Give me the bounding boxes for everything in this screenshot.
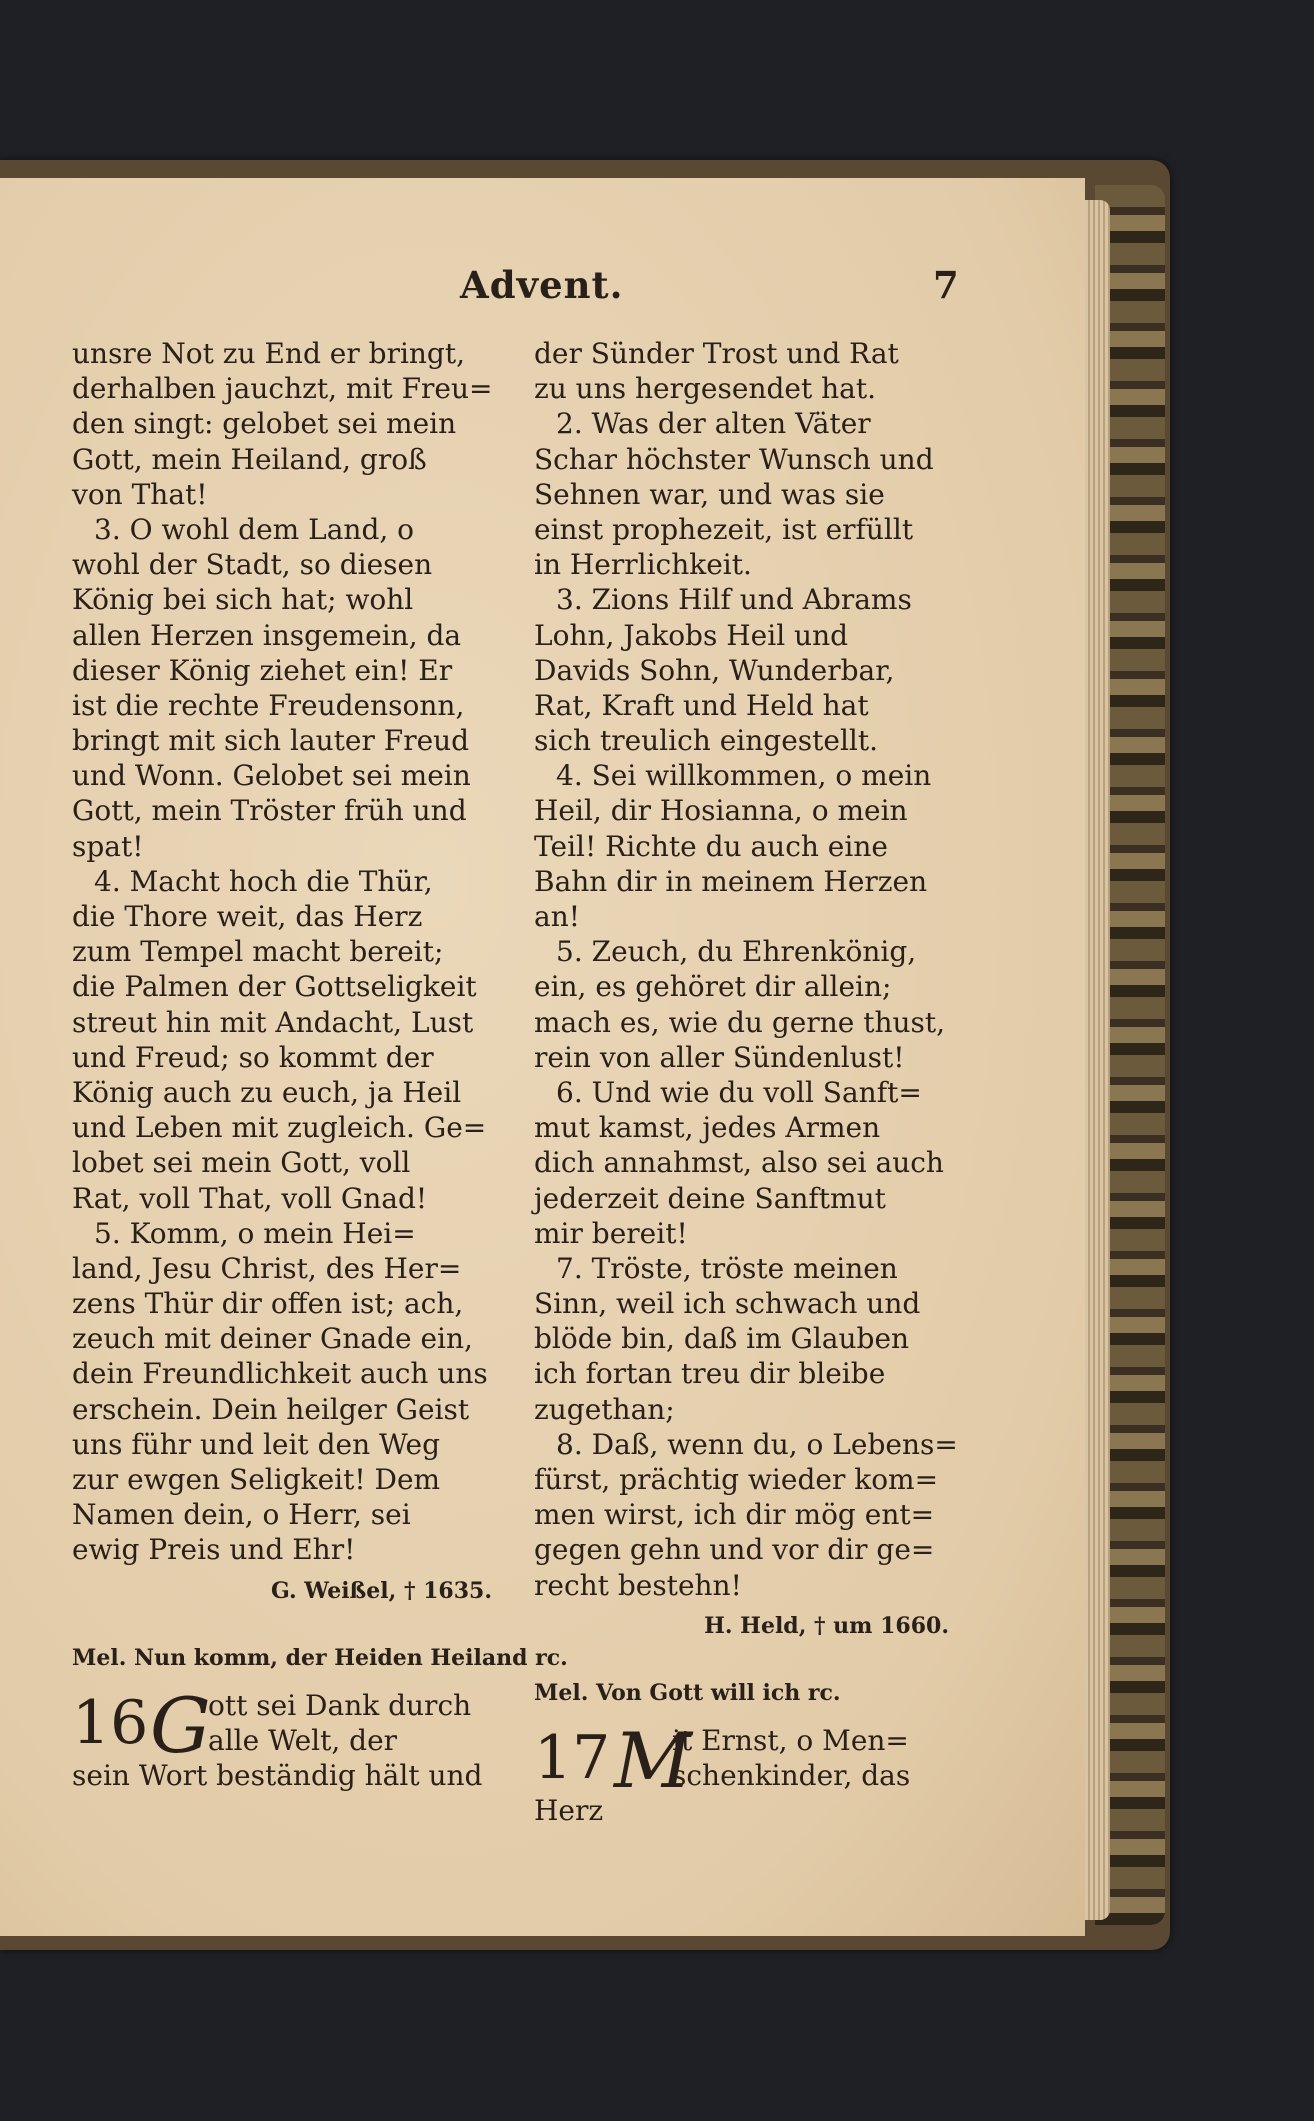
verse-line: derhalben jauchzt, mit Freu= [72, 372, 493, 406]
verse-line: Lohn, Jakobs Heil und [534, 618, 849, 652]
verse-line: Sehnen war, und was sie [534, 477, 885, 511]
right-column [534, 336, 959, 1829]
verse-line: sich treulich eingestellt. [534, 724, 879, 758]
verse-line: erschein. Dein heilger Geist [72, 1392, 470, 1426]
verse-line: Rat, voll That, voll Gnad! [72, 1181, 428, 1215]
verse-line: von That! [72, 477, 208, 511]
verse-line: ewig Preis und Ehr! [72, 1533, 356, 1567]
verse-line: die Thore weit, das Herz [72, 900, 423, 933]
verse-line: 2. Was der alten Väter [556, 407, 871, 441]
verse-line: Davids Sohn, Wunderbar, [534, 653, 895, 687]
verse-line: bringt mit sich lauter Freud [72, 724, 470, 758]
verse-line: 3. O wohl dem Land, o [94, 512, 415, 546]
verse-line: zur ewgen Seligkeit! Dem [72, 1463, 441, 1496]
verse-line: zu uns hergesendet hat. [534, 372, 877, 406]
verse-line: in Herrlichkeit. [534, 548, 752, 582]
verse-line: dieser König ziehet ein! Er [72, 653, 453, 687]
hymn-line: ott sei Dank durch [208, 1688, 472, 1722]
melody-note: Mel. Nun komm, der Heiden Heiland rc. [72, 1644, 568, 1671]
verse-line: 7. Tröste, tröste meinen [556, 1251, 898, 1285]
hymn-author: H. Held, † um 1660. [704, 1612, 949, 1639]
verse-line: blöde bin, daß im Glauben [534, 1322, 910, 1356]
verse-line: zugethan; [534, 1392, 675, 1426]
running-title: Advent. [460, 263, 624, 307]
verse-line: recht bestehn! [534, 1568, 742, 1602]
verse-line: den singt: gelobet sei mein [72, 407, 457, 441]
drop-cap: M [614, 1716, 692, 1806]
verse-line: rein von aller Sündenlust! [534, 1040, 905, 1074]
verse-line: Gott, mein Tröster früh und [72, 794, 467, 828]
verse-line: Namen dein, o Herr, sei [72, 1498, 411, 1532]
verse-line: uns führ und leit den Weg [72, 1427, 440, 1461]
hymn-start [72, 1680, 502, 1794]
verse-line: fürst, prächtig wieder kom= [534, 1463, 939, 1496]
verse-line: König bei sich hat; wohl [72, 583, 414, 617]
verse-line: die Palmen der Gottseligkeit [72, 970, 477, 1004]
verse-line: 5. Komm, o mein Hei= [94, 1216, 416, 1250]
verse-line: Teil! Richte du auch eine [534, 829, 888, 863]
verse-line: einst prophezeit, ist erfüllt [534, 512, 914, 546]
verse-line: Heil, dir Hosianna, o mein [534, 794, 908, 828]
hymn-number: 17 [534, 1723, 611, 1794]
verse-line: unsre Not zu End er bringt, [72, 337, 466, 370]
verse-line: lobet sei mein Gott, voll [72, 1146, 411, 1180]
verse-line: 3. Zions Hilf und Abrams [556, 583, 912, 617]
verse-line: 6. Und wie du voll Sanft= [556, 1075, 922, 1109]
verse-line: gegen gehn und vor dir ge= [534, 1533, 935, 1567]
verse-line: men wirst, ich dir mög ent= [534, 1498, 935, 1532]
verse-line: wohl der Stadt, so diesen [72, 548, 433, 582]
verse-line: 5. Zeuch, du Ehrenkönig, [556, 935, 917, 969]
verse-line: allen Herzen insgemein, da [72, 618, 462, 652]
verse-line: ich fortan treu dir bleibe [534, 1357, 886, 1391]
hymn-line: alle Welt, der [208, 1723, 398, 1757]
verse-line: Gott, mein Heiland, groß [72, 442, 427, 476]
verse-line: Rat, Kraft und Held hat [534, 688, 869, 722]
verse-line: spat! [72, 829, 144, 863]
verse-line: und Leben mit zugleich. Ge= [72, 1111, 487, 1145]
verse-line: ist die rechte Freudensonn, [72, 688, 465, 722]
hymn-start [534, 1716, 959, 1829]
verse-line: zum Tempel macht bereit; [72, 935, 444, 969]
page-header [0, 263, 1085, 313]
verse-line: 4. Macht hoch die Thür, [94, 864, 433, 898]
verse-line: der Sünder Trost und Rat [534, 337, 899, 370]
page-number: 7 [933, 263, 959, 307]
verse-line: mut kamst, jedes Armen [534, 1111, 881, 1145]
verse-line: dich annahmst, also sei auch [534, 1146, 944, 1180]
verse-line: Schar höchster Wunsch und [534, 442, 934, 476]
hymn-author: G. Weißel, † 1635. [270, 1577, 492, 1604]
verse-line: zeuch mit deiner Gnade ein, [72, 1322, 473, 1356]
verse-line: König auch zu euch, ja Heil [72, 1075, 462, 1109]
verse-line: ein, es gehöret dir allein; [534, 970, 892, 1004]
hymn-line: Herz [534, 1794, 604, 1828]
verse-line: mir bereit! [534, 1216, 688, 1250]
hymn-line: it Ernst, o Men= [672, 1724, 909, 1758]
verse-line: land, Jesu Christ, des Her= [72, 1251, 462, 1285]
verse-line: an! [534, 900, 580, 933]
hymn-line: schenkinder, das [672, 1759, 911, 1793]
verse-line: und Wonn. Gelobet sei mein [72, 759, 471, 793]
hymn-number: 16 [72, 1687, 149, 1758]
book-page [0, 178, 1085, 1936]
verse-line: 8. Daß, wenn du, o Lebens= [556, 1427, 958, 1461]
verse-line: mach es, wie du gerne thust, [534, 1005, 946, 1039]
left-column [72, 336, 568, 1794]
verse-line: Bahn dir in meinem Herzen [534, 864, 928, 898]
verse-line: zens Thür dir offen ist; ach, [72, 1287, 464, 1321]
verse-line: dein Freundlichkeit auch uns [72, 1357, 488, 1391]
verse-line: und Freud; so kommt der [72, 1040, 434, 1074]
verse-line: Sinn, weil ich schwach und [534, 1287, 921, 1321]
verse-line: 4. Sei willkommen, o mein [556, 759, 932, 793]
drop-cap: G [150, 1680, 211, 1770]
hymn-line: sein Wort beständig hält und [72, 1758, 483, 1792]
melody-note: Mel. Von Gott will ich rc. [534, 1679, 841, 1706]
verse-line: streut hin mit Andacht, Lust [72, 1005, 474, 1039]
verse-line: jederzeit deine Sanftmut [534, 1181, 886, 1215]
